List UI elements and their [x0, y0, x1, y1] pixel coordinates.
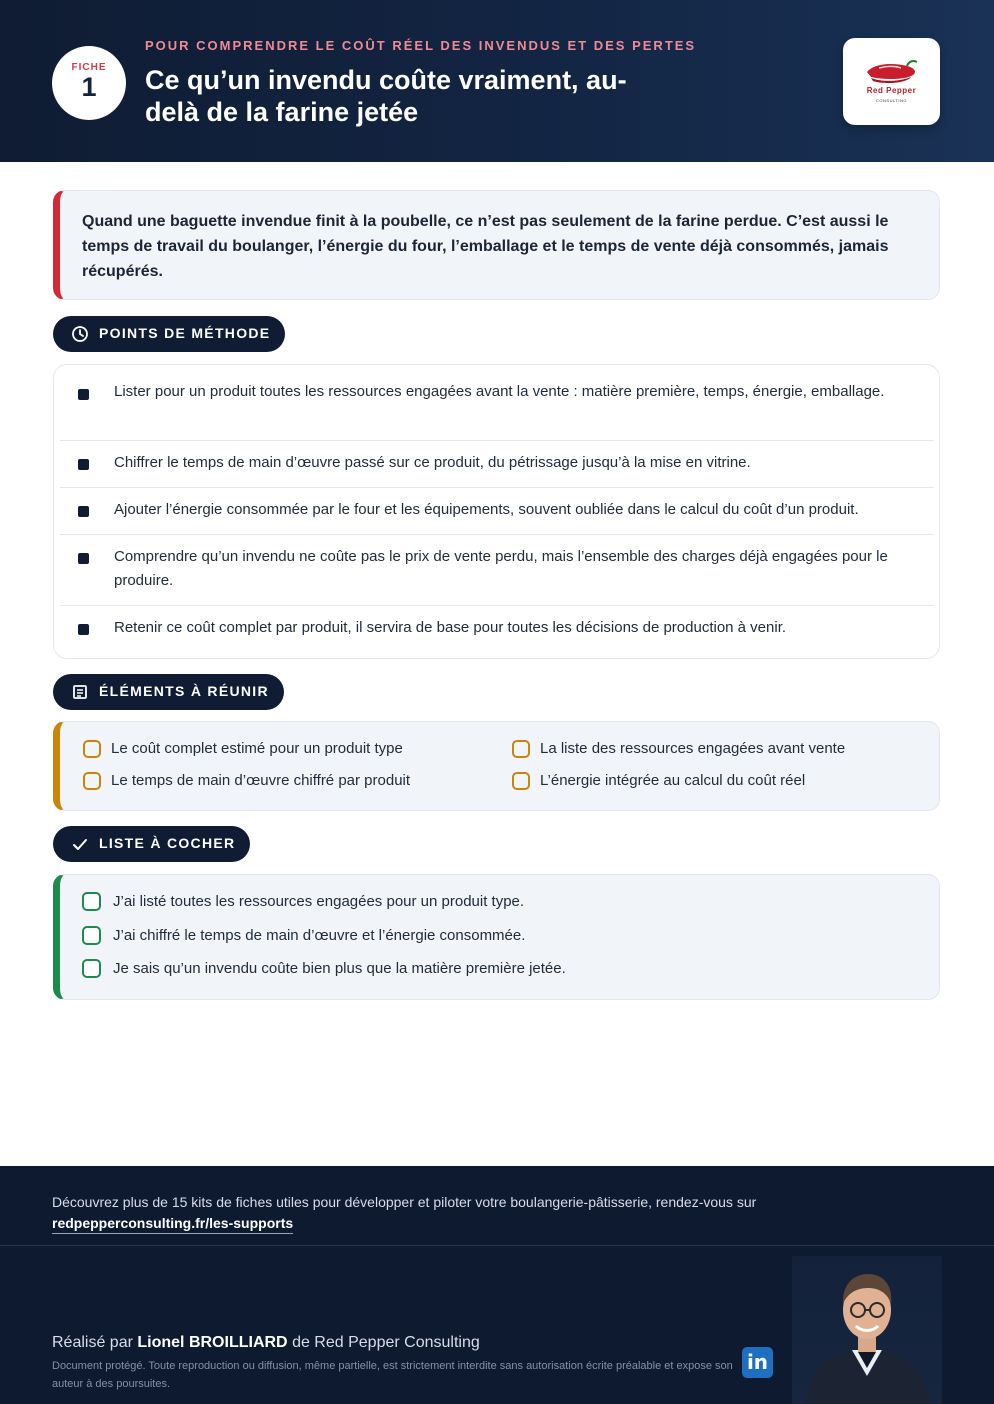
section-method-title: POINTS DE MÉTHODE	[99, 325, 271, 341]
page-footer	[0, 1166, 994, 1404]
element-item: L’énergie intégrée au calcul du coût réel	[540, 772, 806, 789]
footer-promo	[52, 1192, 852, 1234]
section-elements-header	[53, 674, 284, 710]
method-item-text: Chiffrer le temps de main d’œuvre passé sur ce produit, du pétrissage jusqu’à la mise en vitrine.	[114, 454, 751, 471]
section-checklist-header	[53, 826, 250, 862]
section-elements-title: ÉLÉMENTS À RÉUNIR	[99, 683, 269, 699]
checklist-checkbox[interactable]	[82, 892, 101, 911]
element-item: La liste des ressources engagées avant vente	[540, 740, 846, 757]
fiche-number: 1	[81, 72, 97, 102]
document-icon	[71, 683, 89, 701]
author-portrait-icon	[792, 1256, 942, 1404]
clock-icon	[71, 325, 89, 343]
checkbox-icon	[512, 740, 530, 758]
footer-promo-text: Découvrez plus de 15 kits de fiches utiles pour développer et piloter votre boulangerie-pâtisserie, rendez-vous sur	[52, 1194, 757, 1210]
list-item	[60, 488, 934, 535]
fiche-label: FICHE	[71, 62, 107, 73]
list-item	[60, 441, 934, 488]
legal-notice: Document protégé. Toute reproduction ou diffusion, même partielle, est strictement interdite sans autorisation écrite préalable et expose son auteur à des poursuites.	[52, 1360, 733, 1390]
square-bullet-icon	[78, 506, 89, 517]
header-kicker: POUR COMPRENDRE LE COÛT RÉEL DES INVENDUS ET DES PERTES	[145, 38, 697, 53]
pepper-icon	[861, 58, 921, 86]
square-bullet-icon	[78, 624, 89, 635]
author-line	[52, 1334, 480, 1352]
elements-panel	[53, 721, 940, 811]
logo-subtitle: CONSULTING	[876, 98, 907, 103]
checklist-item: J’ai listé toutes les ressources engagées pour un produit type.	[113, 893, 525, 910]
method-item-text: Lister pour un produit toutes les ressources engagées avant la vente : matière première, temps, énergie, emballage.	[114, 383, 885, 400]
logo-name: Red Pepper	[866, 86, 917, 95]
checklist-checkbox[interactable]	[82, 959, 101, 978]
author-suffix: de Red Pepper Consulting	[292, 1334, 480, 1351]
checkbox-icon	[512, 772, 530, 790]
check-icon	[71, 835, 89, 853]
square-bullet-icon	[78, 389, 89, 400]
list-item	[60, 606, 934, 658]
element-item: Le coût complet estimé pour un produit type	[111, 740, 403, 757]
author-prefix: Réalisé par	[52, 1334, 133, 1351]
checklist-checkbox[interactable]	[82, 926, 101, 945]
intro-text: Quand une baguette invendue finit à la poubelle, ce n’est pas seulement de la farine perdue. C’est aussi le temps de travail du boulanger, l’énergie du four, l’emballage et le temps de vente déjà consommés, jamais récupérés.	[82, 213, 889, 280]
element-item: Le temps de main d’œuvre chiffré par produit	[111, 772, 411, 789]
page-header	[0, 0, 994, 162]
checklist-item: Je sais qu’un invendu coûte bien plus que la matière première jetée.	[113, 960, 566, 977]
author-photo	[792, 1256, 942, 1404]
red-pepper-logo	[843, 38, 940, 125]
fiche-badge	[52, 46, 126, 120]
section-method-header	[53, 316, 285, 352]
checklist-panel	[53, 874, 940, 1000]
square-bullet-icon	[78, 459, 89, 470]
list-item	[60, 365, 934, 441]
list-item	[60, 535, 934, 606]
square-bullet-icon	[78, 553, 89, 564]
intro-callout	[53, 190, 940, 300]
author-name: Lionel BROILLIARD	[137, 1334, 288, 1351]
footer-divider	[0, 1245, 994, 1246]
method-item-text: Comprendre qu’un invendu ne coûte pas le prix de vente perdu, mais l’ensemble des charges déjà engagées pour le produire.	[114, 548, 888, 589]
footer-link[interactable]: redpepperconsulting.fr/les-supports	[52, 1214, 293, 1234]
page-title: Ce qu’un invendu coûte vraiment, au-delà de la farine jetée	[145, 65, 627, 127]
checkbox-icon	[83, 772, 101, 790]
linkedin-icon[interactable]: in	[742, 1347, 773, 1378]
section-checklist-title: LISTE À COCHER	[99, 835, 236, 851]
checklist-item: J’ai chiffré le temps de main d’œuvre et l’énergie consommée.	[113, 927, 526, 944]
checkbox-icon	[83, 740, 101, 758]
method-item-text: Retenir ce coût complet par produit, il servira de base pour toutes les décisions de production à venir.	[114, 619, 787, 636]
method-item-text: Ajouter l’énergie consommée par le four et les équipements, souvent oubliée dans le calcul du coût d’un produit.	[114, 501, 859, 518]
method-list	[53, 364, 940, 659]
